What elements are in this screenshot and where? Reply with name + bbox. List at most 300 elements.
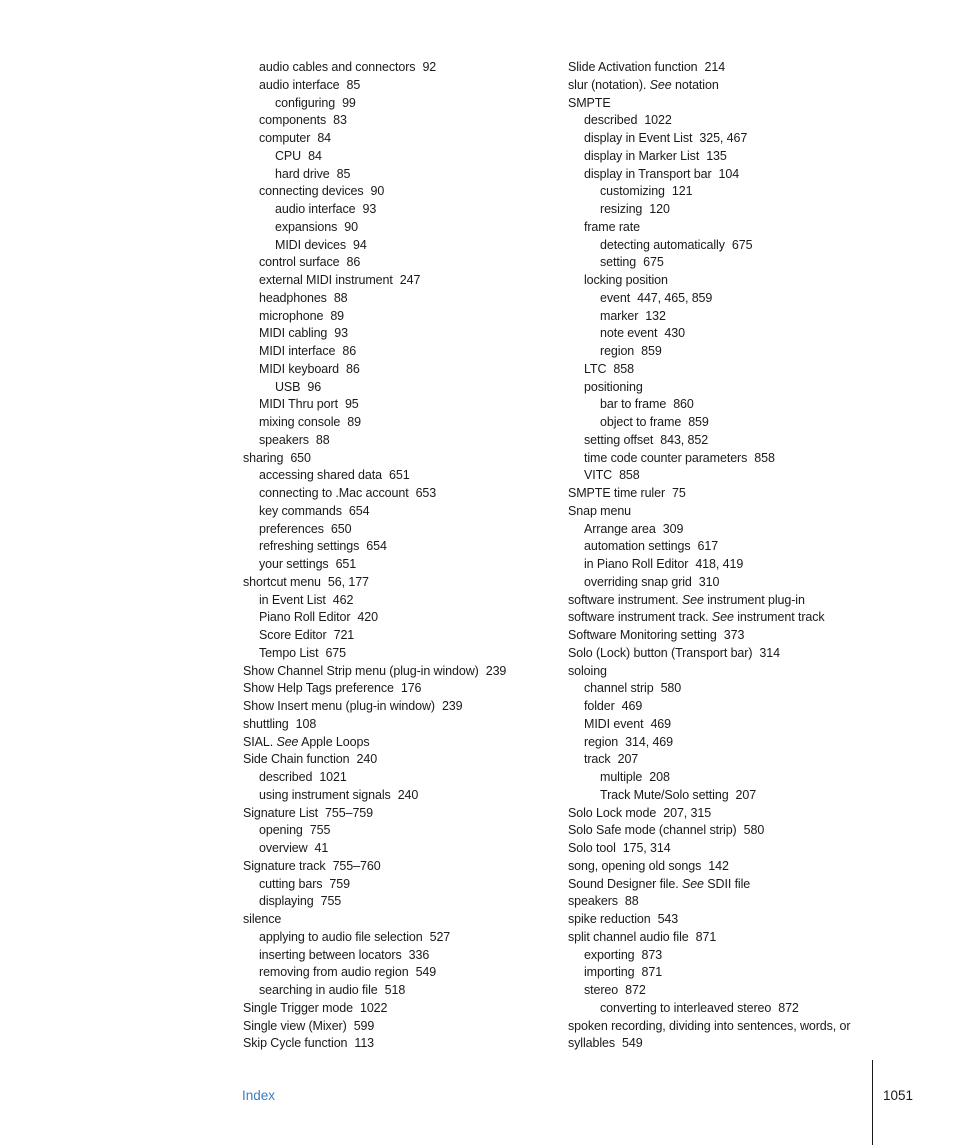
index-term: speakers [259,432,309,447]
index-entry [243,627,543,645]
index-entry [243,219,543,237]
index-entry [568,219,888,237]
index-entry [568,964,888,982]
index-page-numbers: 113 [354,1036,375,1051]
index-term: Track Mute/Solo setting [600,787,729,802]
index-entry [568,609,888,627]
index-entry [568,254,888,272]
index-page-numbers: 240 [397,787,419,802]
index-page-numbers: 121 [671,184,693,199]
index-entry [243,59,543,77]
index-entry [243,467,543,485]
index-entry [568,396,888,414]
index-entry [568,503,888,521]
index-entry [568,698,888,716]
index-page-numbers: 858 [754,450,775,465]
index-page-numbers: 755–760 [332,858,381,873]
index-entry [243,290,543,308]
index-term: LTC [584,361,607,376]
index-term: using instrument signals [259,787,391,802]
index-term: removing from audio region [259,965,409,980]
index-term: Signature List [243,805,319,820]
index-page-numbers: 1022 [644,113,672,128]
index-term: speakers [568,894,618,909]
index-term: display in Event List [584,131,693,145]
index-page-numbers: 56, 177 [327,574,369,589]
index-page-numbers: 89 [330,308,345,323]
index-page-numbers: 108 [295,716,317,731]
index-term: searching in audio file [259,983,378,997]
index-entry [568,237,888,255]
index-term: silence [243,912,282,926]
index-page-numbers: 240 [356,752,378,767]
index-entry [568,1018,888,1036]
index-entry [568,379,888,397]
index-term: refreshing settings [259,539,360,554]
index-term: Arrange area [584,521,656,536]
index-page-numbers: 92 [422,60,437,74]
index-entry [568,467,888,485]
index-entry [243,396,543,414]
see-reference-target: SDII file [707,876,751,891]
index-column-right [568,59,888,1053]
index-page-numbers: 650 [290,450,311,465]
footer-divider [872,1060,873,1145]
index-page-numbers: 89 [347,415,361,429]
index-entry [243,698,543,716]
index-page-numbers: 120 [649,202,670,216]
index-term: displaying [259,894,314,909]
index-page-numbers: 88 [315,432,330,447]
index-page-numbers: 85 [346,77,361,92]
index-entry [568,183,888,201]
index-entry [243,769,543,787]
index-entry [243,201,543,219]
index-entry [243,503,543,521]
see-reference-target: instrument plug-in [707,592,805,607]
index-term: positioning [584,379,643,394]
index-term: Solo (Lock) button (Transport bar) [568,645,753,660]
index-page-numbers: 675 [731,237,753,252]
index-term: converting to interleaved stereo [600,1000,772,1015]
index-term: audio interface [259,77,340,92]
index-term: Score Editor [259,628,327,642]
index-term: detecting automatically [600,237,725,252]
index-term: headphones [259,290,327,305]
index-page-numbers: 872 [778,1000,799,1015]
index-entry [243,237,543,255]
index-page-numbers: 207 [735,787,757,802]
index-term: connecting devices [259,184,364,199]
index-entry [243,574,543,592]
index-page-numbers: 93 [362,202,377,216]
index-entry [243,556,543,574]
index-page-numbers: 104 [718,166,740,181]
index-term: inserting between locators [259,947,402,962]
index-page-numbers: 325, 467 [699,131,748,145]
index-entry [568,556,888,574]
index-term: shortcut menu [243,574,321,589]
index-entry [243,308,543,326]
index-entry [243,112,543,130]
index-term: folder [584,699,615,713]
index-entry [568,680,888,698]
index-page-numbers: 549 [415,965,437,980]
index-page-numbers: 860 [673,397,694,412]
index-page-numbers: 99 [342,95,356,110]
index-page-numbers: 83 [333,113,347,128]
index-page-numbers: 543 [657,912,679,926]
index-entry [568,893,888,911]
index-page-numbers: 314, 469 [625,734,674,749]
index-page-numbers: 651 [388,468,410,483]
index-term: Show Channel Strip menu (plug-in window) [243,663,479,678]
index-term: Tempo List [259,645,319,660]
index-page-numbers: 95 [344,397,359,412]
index-term: Side Chain function [243,752,350,767]
index-term: Solo Safe mode (channel strip) [568,823,737,838]
index-page-numbers: 94 [353,237,367,252]
index-page-numbers: 549 [622,1036,643,1051]
index-entry [568,59,888,77]
index-page-numbers: 310 [698,574,720,589]
index-term: connecting to .Mac account [259,486,409,500]
index-term: opening [259,823,303,838]
index-term: Sound Designer file. [568,876,679,891]
index-entry [568,840,888,858]
index-entry [243,1018,543,1036]
index-page-numbers: 336 [408,947,430,962]
index-term: configuring [275,95,336,110]
index-page-numbers: 755–759 [325,805,374,820]
footer-section-label: Index [242,1088,276,1103]
index-page-numbers: 755 [320,894,342,909]
index-entry [243,1035,543,1053]
index-page-numbers: 430 [664,326,685,341]
index-page-numbers: 675 [643,255,664,270]
index-page-numbers: 207 [617,752,639,767]
index-page-numbers: 462 [332,592,354,607]
index-page-numbers: 651 [335,557,357,571]
index-term: soloing [568,663,607,678]
index-page-numbers: 654 [348,503,370,518]
index-term: display in Transport bar [584,166,712,181]
index-entry [568,148,888,166]
index-page-numbers: 580 [660,681,682,696]
index-page-numbers: 93 [334,326,348,341]
index-entry [568,787,888,805]
index-entry [568,538,888,556]
index-page-numbers: 859 [641,344,662,358]
index-term: Software Monitoring setting [568,628,717,642]
index-entry [568,308,888,326]
index-entry [243,645,543,663]
index-term: time code counter parameters [584,450,748,465]
index-page-numbers: 247 [399,273,421,287]
index-term: spike reduction [568,912,651,926]
index-page-numbers: 650 [330,521,352,536]
index-entry [243,325,543,343]
index-entry [568,450,888,468]
index-term: software instrument. [568,592,679,607]
index-term: Single view (Mixer) [243,1018,347,1033]
index-entry [243,716,543,734]
index-term: computer [259,131,311,145]
index-entry [568,627,888,645]
see-reference-marker: See [276,734,299,749]
index-entry [243,272,543,290]
index-entry [243,947,543,965]
index-entry [243,876,543,894]
index-term: cutting bars [259,876,323,891]
index-entry [568,769,888,787]
index-term: applying to audio file selection [259,929,423,944]
index-page-numbers: 871 [695,929,717,944]
index-page-numbers: 675 [325,645,347,660]
index-term: software instrument track. [568,610,709,625]
index-entry [568,805,888,823]
index-page-numbers: 447, 465, 859 [637,290,713,305]
index-entry [243,254,543,272]
index-term: setting [600,255,637,270]
index-entry [243,982,543,1000]
index-term: Show Help Tags preference [243,681,394,696]
index-page-numbers: 207, 315 [663,805,712,820]
index-term: multiple [600,770,643,784]
index-entry [568,272,888,290]
index-page-numbers: 86 [342,344,357,358]
see-reference-target: notation [675,77,719,92]
index-term: expansions [275,219,338,234]
index-page-numbers: 90 [344,219,358,234]
index-page-numbers: 418, 419 [695,557,744,571]
index-page-numbers: 75 [672,486,686,500]
index-term: automation settings [584,539,691,554]
index-entry [568,858,888,876]
index-page-numbers: 86 [346,255,361,270]
index-entry [568,521,888,539]
index-page-numbers: 859 [688,415,709,429]
index-page-numbers: 871 [641,965,663,980]
page-number: 1051 [883,1088,914,1103]
index-term: slur (notation). [568,77,647,92]
index-page-numbers: 580 [743,823,765,838]
index-entry [568,485,888,503]
index-term: mixing console [259,415,341,429]
index-term: syllables [568,1036,616,1051]
index-entry [568,325,888,343]
index-entry [568,876,888,894]
index-page-numbers: 873 [641,947,663,962]
index-page-numbers: 1021 [319,770,347,784]
index-entry [243,414,543,432]
index-term: audio cables and connectors [259,60,416,74]
index-column-left [243,59,543,1053]
index-page-numbers: 309 [662,521,684,536]
index-entry [568,166,888,184]
index-term: display in Marker List [584,148,700,163]
index-term: VITC [584,468,613,483]
index-entry [243,929,543,947]
index-term: CPU [275,148,302,163]
index-term: split channel audio file [568,929,689,944]
index-entry [243,538,543,556]
index-term: SIAL. [243,734,274,749]
index-page-numbers: 759 [329,876,350,891]
index-page-numbers: 176 [400,681,422,696]
index-page-numbers: 88 [624,894,639,909]
index-page-numbers: 84 [308,148,322,163]
index-term: MIDI cabling [259,326,328,341]
index-entry [568,911,888,929]
index-term: MIDI keyboard [259,361,339,376]
index-entry [568,201,888,219]
index-page-numbers: 86 [345,361,360,376]
index-term: object to frame [600,415,682,429]
index-page-numbers: 90 [370,184,385,199]
index-term: in Piano Roll Editor [584,557,689,571]
index-entry [243,663,543,681]
index-term: Solo Lock mode [568,805,657,820]
index-term: external MIDI instrument [259,273,393,287]
index-page-numbers: 142 [708,858,729,873]
index-entry [243,787,543,805]
see-reference-marker: See [681,876,704,891]
index-page-numbers: 420 [357,610,378,625]
index-page-numbers: 599 [353,1018,375,1033]
index-entry [243,911,543,929]
see-reference-target: Apple Loops [301,734,370,749]
index-term: control surface [259,255,340,270]
index-entry [243,734,543,752]
index-term: USB [275,379,301,394]
index-entry [568,574,888,592]
index-term: region [600,344,635,358]
index-entry [243,95,543,113]
index-page-numbers: 208 [649,770,670,784]
index-entry [568,663,888,681]
index-page-numbers: 84 [317,131,332,145]
index-page-numbers: 41 [314,841,329,855]
index-term: described [259,770,313,784]
index-term: resizing [600,202,643,216]
index-entry [243,77,543,95]
index-term: marker [600,308,639,323]
index-term: region [584,734,619,749]
index-term: MIDI interface [259,344,336,358]
index-term: microphone [259,308,324,323]
index-entry [243,822,543,840]
index-term: shuttling [243,716,289,731]
index-term: Piano Roll Editor [259,610,351,625]
index-term: components [259,113,327,128]
index-entry [243,361,543,379]
index-term: bar to frame [600,397,667,412]
index-entry [568,716,888,734]
index-term: track [584,752,611,767]
index-page-numbers: 721 [333,628,355,642]
index-entry [568,947,888,965]
index-term: stereo [584,983,619,997]
index-entry [568,343,888,361]
index-entry [568,414,888,432]
index-term: accessing shared data [259,468,382,483]
index-term: exporting [584,947,635,962]
index-term: channel strip [584,681,654,696]
index-entry [243,680,543,698]
index-entry [568,361,888,379]
index-entry [243,964,543,982]
index-entry [243,130,543,148]
index-term: Skip Cycle function [243,1036,348,1051]
index-entry [243,183,543,201]
index-term: Show Insert menu (plug-in window) [243,699,435,713]
index-entry [568,751,888,769]
index-entry [568,1000,888,1018]
index-term: event [600,290,631,305]
index-entry [568,734,888,752]
index-entry [568,645,888,663]
index-page-numbers: 175, 314 [622,841,671,855]
index-page-numbers: 239 [441,699,463,713]
index-entry [243,592,543,610]
index-term: MIDI devices [275,237,347,252]
index-page-numbers: 654 [366,539,387,554]
index-entry [568,592,888,610]
index-entry [568,95,888,113]
index-term: SMPTE [568,95,611,110]
index-term: frame rate [584,219,640,234]
index-entry [243,858,543,876]
index-entry [243,485,543,503]
index-term: hard drive [275,166,330,181]
index-page-numbers: 96 [307,379,322,394]
index-page-numbers: 617 [697,539,719,554]
see-reference-marker: See [681,592,704,607]
index-page-numbers: 1022 [359,1000,388,1015]
index-entry [243,450,543,468]
index-term: customizing [600,184,665,199]
index-entry [568,1035,888,1053]
index-entry [243,805,543,823]
index-term: Single Trigger mode [243,1000,353,1015]
index-term: key commands [259,503,342,518]
index-entry [243,840,543,858]
index-term: MIDI event [584,716,644,731]
index-page-numbers: 469 [650,716,671,731]
see-reference-marker: See [711,610,734,625]
index-page-numbers: 872 [625,983,646,997]
index-page-numbers: 469 [621,699,643,713]
index-term: sharing [243,450,284,465]
index-entry [568,822,888,840]
index-term: song, opening old songs [568,858,702,873]
index-entry [243,166,543,184]
index-page-numbers: 214 [704,60,726,74]
index-term: preferences [259,521,324,536]
index-page-numbers: 85 [336,166,351,181]
see-reference-target: instrument track [737,610,825,625]
index-entry [243,1000,543,1018]
index-entry [243,521,543,539]
index-term: described [584,113,638,128]
index-entry [243,609,543,627]
index-entry [568,432,888,450]
index-page-numbers: 653 [415,486,437,500]
index-term: your settings [259,557,329,571]
index-term: audio interface [275,202,356,216]
index-term: in Event List [259,592,326,607]
